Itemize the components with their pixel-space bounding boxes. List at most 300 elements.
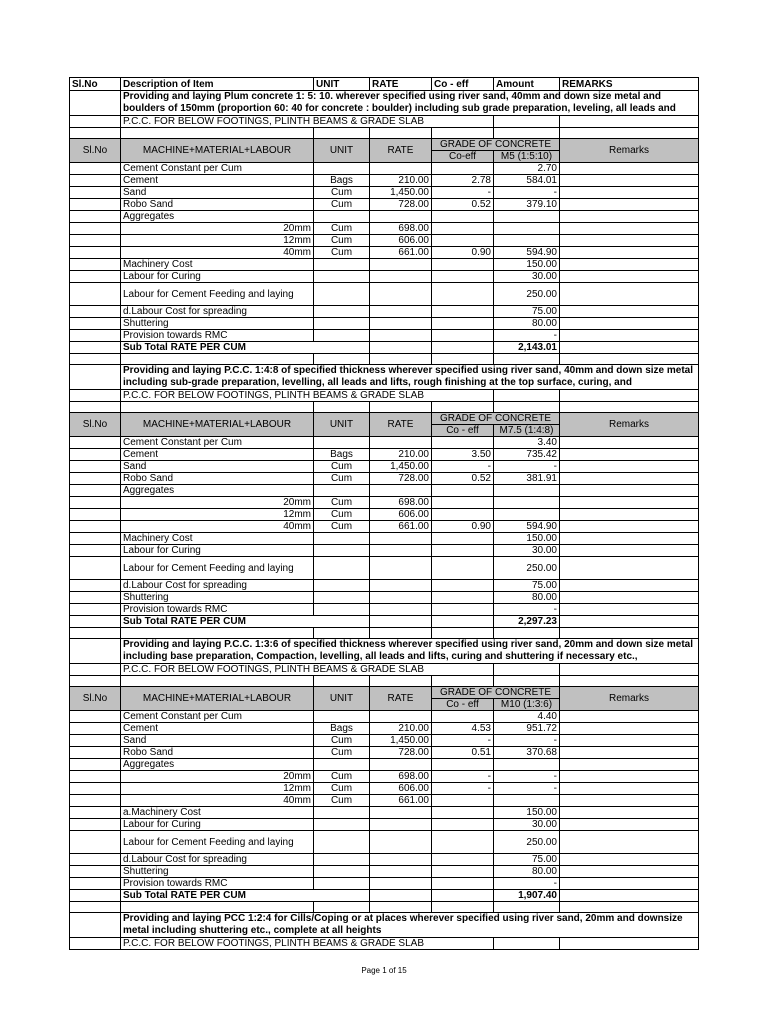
sl-cell <box>70 913 121 938</box>
cell <box>70 521 121 533</box>
table-row <box>70 330 699 342</box>
grade-header-mml: MACHINE+MATERIAL+LABOUR <box>121 687 314 711</box>
cell <box>70 735 121 747</box>
subtotal-label: Sub Total RATE PER CUM <box>121 616 370 628</box>
cell <box>70 545 121 557</box>
cell <box>370 902 432 913</box>
item-name: Labour for Cement Feeding and laying <box>121 283 314 306</box>
grade-header-unit: UNIT <box>314 139 370 163</box>
coeff-cell <box>432 878 494 890</box>
table-row <box>70 473 699 485</box>
rate-cell: 1,450.00 <box>370 735 432 747</box>
cell <box>70 449 121 461</box>
unit-cell: Cum <box>314 187 370 199</box>
cell <box>70 628 121 639</box>
table-row <box>70 783 699 795</box>
unit-cell: Cum <box>314 235 370 247</box>
header-unit: UNIT <box>314 78 370 91</box>
item-name: Aggregates <box>121 759 314 771</box>
table-row <box>70 247 699 259</box>
header-remarks: REMARKS <box>560 78 699 91</box>
amount-cell: 594.90 <box>494 521 560 533</box>
coeff-cell <box>432 497 494 509</box>
grade-of-concrete: GRADE OF CONCRETE <box>432 687 560 699</box>
item-name: Cement Constant per Cum <box>121 711 314 723</box>
item-name: Shuttering <box>121 866 314 878</box>
unit-cell <box>314 711 370 723</box>
grade-header-remarks: Remarks <box>560 687 699 711</box>
cell <box>70 878 121 890</box>
rate-cell <box>370 437 432 449</box>
table-row <box>70 271 699 283</box>
amount-cell: 150.00 <box>494 533 560 545</box>
cell <box>314 628 370 639</box>
sl-cell <box>70 664 121 676</box>
remarks-cell <box>560 795 699 807</box>
remarks-cell <box>560 545 699 557</box>
subtotal-row <box>70 890 699 902</box>
coeff-cell: - <box>432 771 494 783</box>
rate-cell: 1,450.00 <box>370 461 432 473</box>
cell <box>560 664 699 676</box>
cell <box>370 402 432 413</box>
table-row <box>70 747 699 759</box>
cell <box>494 676 560 687</box>
remarks-cell <box>560 521 699 533</box>
unit-cell: Cum <box>314 783 370 795</box>
description-row <box>70 91 699 116</box>
item-name: Cement <box>121 449 314 461</box>
rate-cell <box>370 306 432 318</box>
cell <box>432 902 494 913</box>
item-description: Providing and laying PCC 1:2:4 for Cills/Coping or at places wherever specified using river sand, 20mm and downsize metal including shuttering etc., complete at all heights <box>121 913 699 938</box>
grade-header-row <box>70 687 699 699</box>
item-name: Sand <box>121 461 314 473</box>
cell <box>560 342 699 354</box>
rate-cell <box>370 592 432 604</box>
remarks-cell <box>560 271 699 283</box>
cell <box>70 187 121 199</box>
cell <box>70 211 121 223</box>
rate-cell <box>370 711 432 723</box>
cell <box>70 866 121 878</box>
subtotal-row <box>70 616 699 628</box>
section-title: P.C.C. FOR BELOW FOOTINGS, PLINTH BEAMS & GRADE SLAB <box>121 938 494 950</box>
coeff-cell <box>432 831 494 854</box>
remarks-cell <box>560 711 699 723</box>
sl-cell <box>70 365 121 390</box>
remarks-cell <box>560 509 699 521</box>
item-name: Robo Sand <box>121 747 314 759</box>
remarks-cell <box>560 735 699 747</box>
cell <box>70 402 121 413</box>
blank-row <box>70 902 699 913</box>
cell <box>70 163 121 175</box>
cell <box>70 509 121 521</box>
unit-cell: Cum <box>314 247 370 259</box>
grade-header-rate: RATE <box>370 687 432 711</box>
rate-cell: 1,450.00 <box>370 187 432 199</box>
item-name: Labour for Curing <box>121 545 314 557</box>
coeff-cell <box>432 235 494 247</box>
cell <box>70 259 121 271</box>
unit-cell: Cum <box>314 771 370 783</box>
coeff-cell: 0.90 <box>432 521 494 533</box>
rate-cell <box>370 878 432 890</box>
table-row <box>70 580 699 592</box>
description-row <box>70 913 699 938</box>
item-name: d.Labour Cost for spreading <box>121 306 314 318</box>
amount-cell <box>494 223 560 235</box>
amount-cell: 75.00 <box>494 306 560 318</box>
coeff-cell <box>432 485 494 497</box>
unit-cell <box>314 330 370 342</box>
grade-header-sl: Sl.No <box>70 413 121 437</box>
coeff-cell <box>432 330 494 342</box>
item-name: Provision towards RMC <box>121 604 314 616</box>
remarks-cell <box>560 580 699 592</box>
coeff-cell <box>432 306 494 318</box>
cell <box>494 664 560 676</box>
item-name: Shuttering <box>121 318 314 330</box>
unit-cell: Bags <box>314 449 370 461</box>
rate-cell <box>370 604 432 616</box>
grade-of-concrete: GRADE OF CONCRETE <box>432 413 560 425</box>
table-row <box>70 437 699 449</box>
rate-cell: 661.00 <box>370 247 432 259</box>
blank-row <box>70 402 699 413</box>
section-title: P.C.C. FOR BELOW FOOTINGS, PLINTH BEAMS & GRADE SLAB <box>121 390 494 402</box>
subtotal-row <box>70 342 699 354</box>
amount-cell: 735.42 <box>494 449 560 461</box>
cell <box>70 580 121 592</box>
coeff-cell <box>432 533 494 545</box>
grade-header-unit: UNIT <box>314 413 370 437</box>
cell <box>121 128 314 139</box>
item-name: Robo Sand <box>121 199 314 211</box>
cell <box>560 676 699 687</box>
cell <box>70 533 121 545</box>
table-row <box>70 223 699 235</box>
unit-cell: Bags <box>314 723 370 735</box>
table-row <box>70 533 699 545</box>
cell <box>370 616 432 628</box>
amount-cell: 370.68 <box>494 747 560 759</box>
cell <box>314 354 370 365</box>
amount-cell <box>494 485 560 497</box>
cell <box>494 390 560 402</box>
unit-cell <box>314 211 370 223</box>
item-name: 20mm <box>121 223 314 235</box>
rate-cell <box>370 854 432 866</box>
unit-cell <box>314 545 370 557</box>
amount-cell: - <box>494 330 560 342</box>
table-row <box>70 711 699 723</box>
cell <box>70 902 121 913</box>
item-name: Labour for Cement Feeding and laying <box>121 557 314 580</box>
remarks-cell <box>560 223 699 235</box>
cell <box>560 390 699 402</box>
item-name: Robo Sand <box>121 473 314 485</box>
cell <box>121 628 314 639</box>
cell <box>432 128 494 139</box>
item-description: Providing and laying P.C.C. 1:4:8 of specified thickness wherever specified using river sand, 40mm and down size metal including sub-grade preparation, levelling, all leads and lifts, rough finishing at the top surface, curing, and <box>121 365 699 390</box>
amount-cell: - <box>494 783 560 795</box>
coeff-cell: 0.52 <box>432 473 494 485</box>
item-name: 12mm <box>121 235 314 247</box>
item-name: 12mm <box>121 509 314 521</box>
subtotal-label: Sub Total RATE PER CUM <box>121 890 370 902</box>
remarks-cell <box>560 211 699 223</box>
header-coeff: Co - eff <box>432 78 494 91</box>
table-row <box>70 509 699 521</box>
unit-cell: Cum <box>314 473 370 485</box>
coeff-cell <box>432 759 494 771</box>
cell <box>494 402 560 413</box>
item-description: Providing and laying P.C.C. 1:3:6 of specified thickness wherever specified using river sand, 20mm and down size metal including base preparation, Compaction, levelling, all leads and lifts, curing and shuttering if necessary etc., <box>121 639 699 664</box>
cell <box>70 437 121 449</box>
rate-cell: 210.00 <box>370 175 432 187</box>
cell <box>494 128 560 139</box>
remarks-cell <box>560 854 699 866</box>
item-name: 40mm <box>121 247 314 259</box>
cell <box>314 676 370 687</box>
cell <box>70 485 121 497</box>
sl-cell <box>70 116 121 128</box>
remarks-cell <box>560 247 699 259</box>
unit-cell <box>314 831 370 854</box>
sl-cell <box>70 91 121 116</box>
remarks-cell <box>560 163 699 175</box>
cell <box>70 723 121 735</box>
table-row <box>70 854 699 866</box>
amount-cell: - <box>494 771 560 783</box>
cell <box>121 354 314 365</box>
remarks-cell <box>560 557 699 580</box>
unit-cell <box>314 437 370 449</box>
subtotal-label: Sub Total RATE PER CUM <box>121 342 370 354</box>
rate-cell: 728.00 <box>370 473 432 485</box>
cell <box>560 354 699 365</box>
amount-cell: 379.10 <box>494 199 560 211</box>
unit-cell <box>314 819 370 831</box>
grade-header-coeff: Co - eff <box>432 425 494 437</box>
rate-cell <box>370 759 432 771</box>
grade-header-sl: Sl.No <box>70 687 121 711</box>
grade-header-mml: MACHINE+MATERIAL+LABOUR <box>121 413 314 437</box>
table-row <box>70 866 699 878</box>
table-row <box>70 771 699 783</box>
remarks-cell <box>560 175 699 187</box>
amount-cell: 30.00 <box>494 545 560 557</box>
cell <box>70 497 121 509</box>
cell <box>70 807 121 819</box>
grade-header-mix: M10 (1:3:6) <box>494 699 560 711</box>
unit-cell: Cum <box>314 223 370 235</box>
cell <box>70 711 121 723</box>
coeff-cell: 2.78 <box>432 175 494 187</box>
rate-cell: 661.00 <box>370 521 432 533</box>
coeff-cell: 3.50 <box>432 449 494 461</box>
cell <box>70 330 121 342</box>
amount-cell: 2.70 <box>494 163 560 175</box>
table-row <box>70 199 699 211</box>
rate-cell <box>370 211 432 223</box>
cell <box>560 128 699 139</box>
header-rate: RATE <box>370 78 432 91</box>
unit-cell <box>314 259 370 271</box>
cell <box>432 402 494 413</box>
remarks-cell <box>560 306 699 318</box>
item-name: 12mm <box>121 783 314 795</box>
section-title-row <box>70 938 699 950</box>
cell <box>560 116 699 128</box>
coeff-cell: - <box>432 187 494 199</box>
item-name: Labour for Curing <box>121 271 314 283</box>
cell <box>370 354 432 365</box>
coeff-cell <box>432 271 494 283</box>
cell <box>560 902 699 913</box>
rate-cell <box>370 580 432 592</box>
cell <box>70 175 121 187</box>
grade-header-unit: UNIT <box>314 687 370 711</box>
coeff-cell <box>432 259 494 271</box>
rate-cell: 606.00 <box>370 783 432 795</box>
remarks-cell <box>560 187 699 199</box>
cell <box>70 342 121 354</box>
remarks-cell <box>560 473 699 485</box>
coeff-cell: 0.51 <box>432 747 494 759</box>
unit-cell <box>314 283 370 306</box>
subtotal-value: 2,143.01 <box>494 342 560 354</box>
cell <box>70 318 121 330</box>
amount-cell: 30.00 <box>494 819 560 831</box>
remarks-cell <box>560 461 699 473</box>
cell <box>70 783 121 795</box>
coeff-cell <box>432 592 494 604</box>
item-name: Provision towards RMC <box>121 878 314 890</box>
item-name: Sand <box>121 187 314 199</box>
cell <box>70 223 121 235</box>
unit-cell: Cum <box>314 735 370 747</box>
cell <box>70 235 121 247</box>
rate-cell <box>370 283 432 306</box>
table-row <box>70 878 699 890</box>
table-row <box>70 521 699 533</box>
table-row <box>70 318 699 330</box>
section-title-row <box>70 390 699 402</box>
remarks-cell <box>560 199 699 211</box>
coeff-cell <box>432 437 494 449</box>
coeff-cell <box>432 819 494 831</box>
rate-cell: 728.00 <box>370 747 432 759</box>
coeff-cell <box>432 604 494 616</box>
rate-cell <box>370 533 432 545</box>
coeff-cell: 4.53 <box>432 723 494 735</box>
amount-cell: 150.00 <box>494 807 560 819</box>
item-name: Provision towards RMC <box>121 330 314 342</box>
section-title-row <box>70 116 699 128</box>
section-title-row <box>70 664 699 676</box>
cell <box>70 247 121 259</box>
table-row <box>70 306 699 318</box>
item-name: d.Labour Cost for spreading <box>121 580 314 592</box>
remarks-cell <box>560 283 699 306</box>
unit-cell <box>314 878 370 890</box>
table-row <box>70 545 699 557</box>
cell <box>432 676 494 687</box>
item-name: 40mm <box>121 521 314 533</box>
remarks-cell <box>560 259 699 271</box>
amount-cell: 75.00 <box>494 580 560 592</box>
cell <box>70 306 121 318</box>
item-name: Machinery Cost <box>121 259 314 271</box>
coeff-cell <box>432 711 494 723</box>
remarks-cell <box>560 330 699 342</box>
item-name: Aggregates <box>121 485 314 497</box>
remarks-cell <box>560 449 699 461</box>
cell <box>494 354 560 365</box>
grade-of-concrete: GRADE OF CONCRETE <box>432 139 560 151</box>
amount-cell: 4.40 <box>494 711 560 723</box>
amount-cell: 80.00 <box>494 318 560 330</box>
cell <box>70 747 121 759</box>
remarks-cell <box>560 533 699 545</box>
coeff-cell <box>432 866 494 878</box>
coeff-cell: - <box>432 735 494 747</box>
grade-header-rate: RATE <box>370 139 432 163</box>
unit-cell <box>314 318 370 330</box>
cell <box>560 890 699 902</box>
rate-analysis-table <box>69 77 699 950</box>
table-row <box>70 163 699 175</box>
cell <box>70 616 121 628</box>
remarks-cell <box>560 497 699 509</box>
unit-cell <box>314 604 370 616</box>
table-row <box>70 461 699 473</box>
table-row <box>70 723 699 735</box>
unit-cell: Cum <box>314 747 370 759</box>
remarks-cell <box>560 604 699 616</box>
unit-cell <box>314 854 370 866</box>
remarks-cell <box>560 783 699 795</box>
unit-cell <box>314 533 370 545</box>
item-name: Cement Constant per Cum <box>121 163 314 175</box>
table-row <box>70 259 699 271</box>
table-row <box>70 283 699 306</box>
page-footer: Page 1 of 15 <box>361 966 407 975</box>
amount-cell: - <box>494 461 560 473</box>
cell <box>70 795 121 807</box>
coeff-cell: 0.90 <box>432 247 494 259</box>
grade-header-row <box>70 139 699 151</box>
coeff-cell <box>432 318 494 330</box>
table-row <box>70 735 699 747</box>
unit-cell <box>314 163 370 175</box>
unit-cell <box>314 557 370 580</box>
coeff-cell <box>432 509 494 521</box>
item-name: 20mm <box>121 771 314 783</box>
item-name: Sand <box>121 735 314 747</box>
header-amount: Amount <box>494 78 560 91</box>
remarks-cell <box>560 747 699 759</box>
unit-cell <box>314 306 370 318</box>
cell <box>121 402 314 413</box>
item-name: d.Labour Cost for spreading <box>121 854 314 866</box>
cell <box>432 354 494 365</box>
remarks-cell <box>560 831 699 854</box>
cell <box>70 199 121 211</box>
